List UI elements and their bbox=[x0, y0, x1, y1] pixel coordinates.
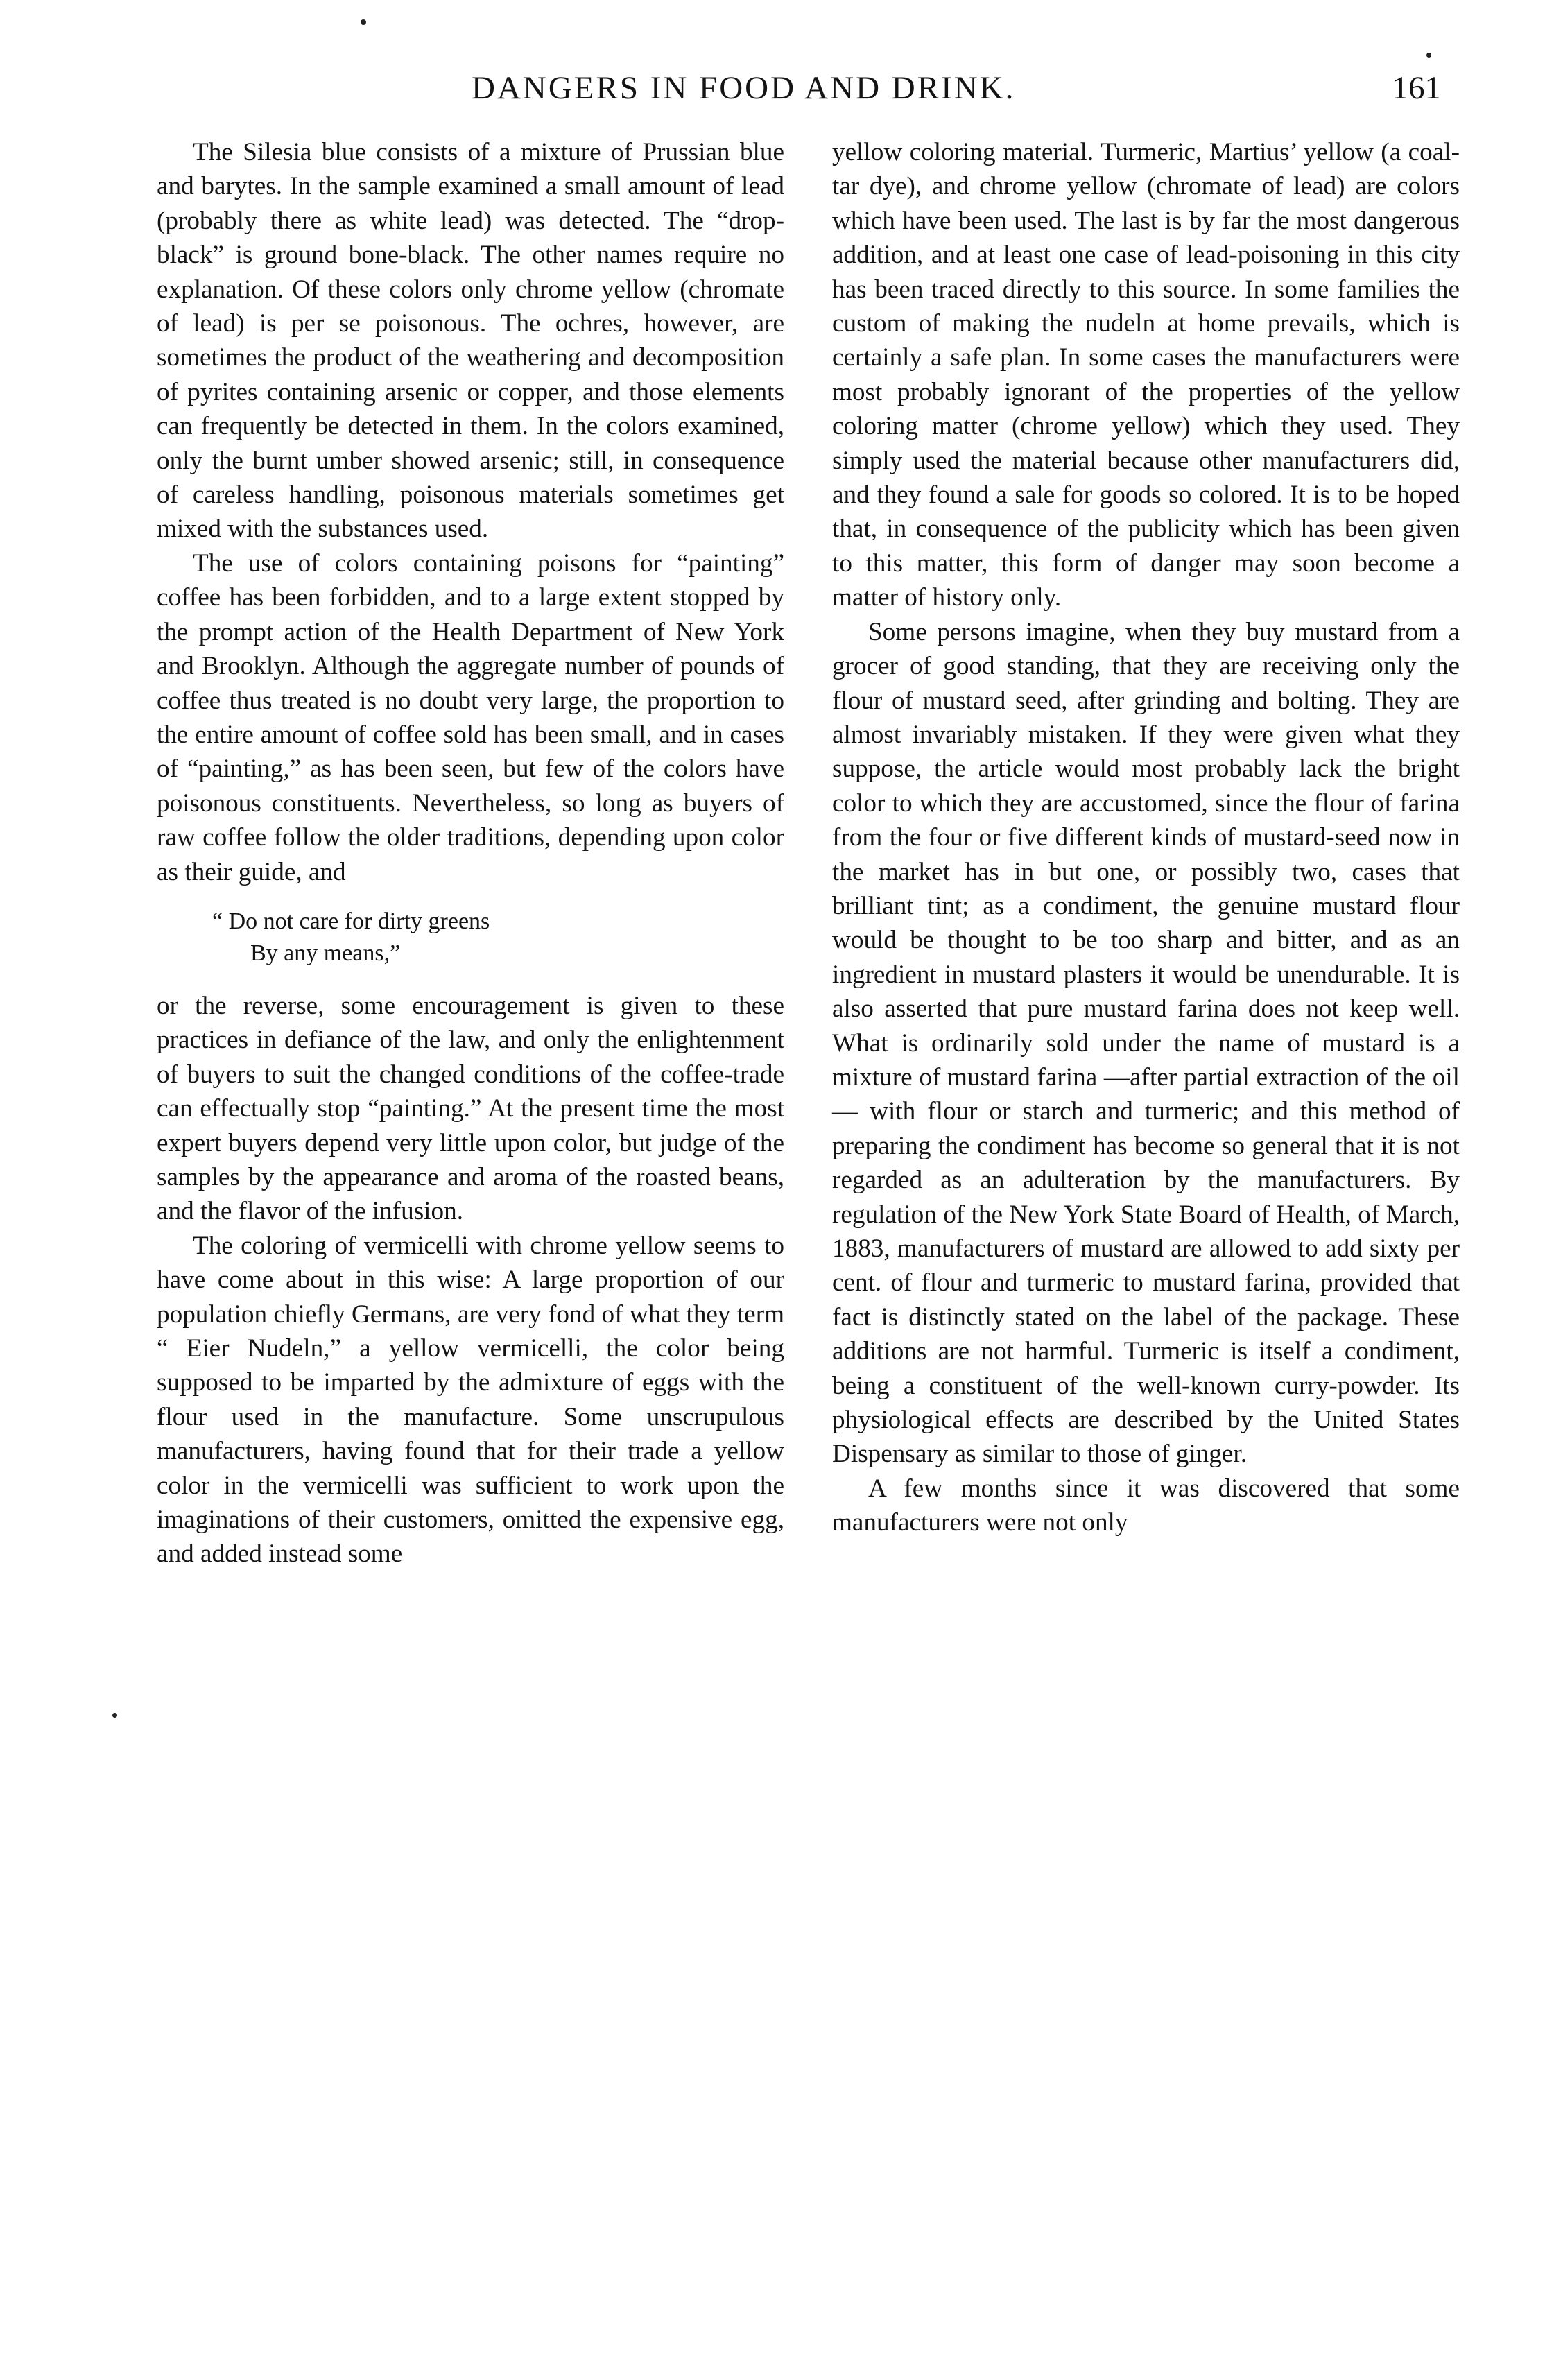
left-column bbox=[157, 135, 784, 1571]
running-title: DANGERS IN FOOD AND DRINK. bbox=[472, 70, 1016, 106]
paragraph: yellow coloring material. Turmeric, Martius’ yellow (a coal-tar dye), and chrome yellow (chromate of lead) are colors which have been used. The last is by far the most dangerous addition, and at least one case of lead-poisoning in this city has been traced directly to this source. In some families the custom of making the nudeln at home prevails, which is certainly a safe plan. In some cases the manufacturers were most probably ignorant of the properties of the yellow coloring matter (chrome yellow) which they used. They simply used the material because other manufacturers did, and they found a sale for goods so colored. It is to be hoped that, in consequence of the publicity which has been given to this matter, this form of danger may soon become a matter of history only. bbox=[832, 138, 1460, 612]
paragraph: A few months since it was discovered that some manufacturers were not only bbox=[832, 1474, 1460, 1537]
verse-line: By any means,” bbox=[250, 940, 401, 966]
right-column bbox=[832, 135, 1460, 1540]
scan-speck bbox=[361, 19, 366, 25]
paragraph: The coloring of vermicelli with chrome yellow seems to have come about in this wise: A large proportion of our population chiefly Germans, are very fond of what they term “ Eier Nudeln,” a yellow vermicelli, the color being supposed to be imparted by the admixture of eggs with the flour used in the manufacture. Some unscrupulous manufacturers, having found that for their trade a yellow color in the vermicelli was sufficient to work upon the imaginations of their customers, omitted the expensive egg, and added instead some bbox=[157, 1231, 784, 1569]
verse-quotation bbox=[157, 906, 784, 969]
paragraph: Some persons imagine, when they buy mustard from a grocer of good standing, that they are receiving only the flour of mustard seed, after grinding and bolting. They are almost invariably mistaken. If they were given what they suppose, the article would most probably lack the bright color to which they are accustomed, since the flour of farina from the four or five different kinds of mustard-seed now in the market has in but one, or possibly two, cases that brilliant tint; as a condiment, the genuine mustard flour would be thought to be too sharp and bitter, and as an ingredient in mustard plasters it would be unendurable. It is also asserted that pure mustard farina does not keep well. What is ordinarily sold under the name of mustard is a mixture of mustard farina —after partial extraction of the oil— with flour or starch and turmeric; and this method of preparing the condiment has become so general that it is not regarded as an adulteration by the manufacturers. By regulation of the New York State Board of Health, of March, 1883, manufacturers of mustard are allowed to add sixty per cent. of flour and turmeric to mustard farina, provided that fact is distinctly stated on the label of the package. These additions are not harmful. Turmeric is itself a condiment, being a constituent of the well-known curry-powder. Its physiological effects are described by the United States Dispensary as similar to those of ginger. bbox=[832, 617, 1460, 1469]
page-number: 161 bbox=[1392, 70, 1441, 106]
paragraph: The use of colors containing poisons for “painting” coffee has been forbidden, and to a large extent stopped by the prompt action of the Health Department of New York and Brooklyn. Although the aggregate number of pounds of coffee thus treated is no doubt very large, the proportion to the entire amount of coffee sold has been small, and in cases of “painting,” as has been seen, but few of the colors have poisonous constituents. Nevertheless, so long as buyers of raw coffee follow the older traditions, depending upon color as their guide, and bbox=[157, 549, 784, 886]
paragraph: or the reverse, some encouragement is given to these practices in defiance of the law, and only the enlightenment of buyers to suit the changed conditions of the coffee-trade can effectually stop “painting.” At the present time the most expert buyers depend very little upon color, but judge of the samples by the appearance and aroma of the roasted beans, and the flavor of the infusion. bbox=[157, 991, 784, 1226]
paragraph: The Silesia blue consists of a mixture of Prussian blue and barytes. In the sample examined a small amount of lead (probably there as white lead) was detected. The “drop-black” is ground bone-black. The other names require no explanation. Of these colors only chrome yellow (chromate of lead) is per se poisonous. The ochres, however, are sometimes the product of the weathering and decomposition of pyrites containing arsenic or copper, and those elements can frequently be detected in them. In the colors examined, only the burnt umber showed arsenic; still, in consequence of careless handling, poisonous materials sometimes get mixed with the substances used. bbox=[157, 138, 784, 544]
running-header bbox=[472, 69, 1441, 125]
scan-speck bbox=[112, 1713, 117, 1718]
verse-line: “ Do not care for dirty greens bbox=[212, 908, 490, 934]
scan-speck bbox=[1426, 53, 1431, 58]
